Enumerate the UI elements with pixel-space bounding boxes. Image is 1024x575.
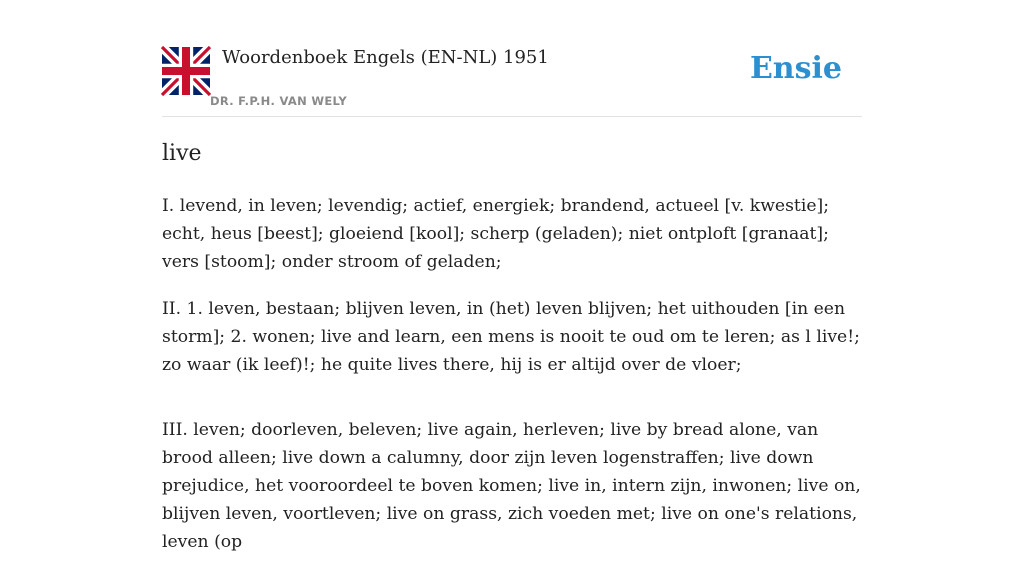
dictionary-title[interactable]: Woordenboek Engels (EN-NL) 1951 bbox=[222, 47, 549, 68]
brand-logo[interactable]: Ensie bbox=[749, 51, 842, 86]
page bbox=[162, 0, 862, 552]
definition-3: III. leven; doorleven, beleven; live again, herleven; live by bread alone, van brood alleen; live down a calumny, door zijn leven logenstraffen; live down prejudice, het vooroordeel te boven komen; live in, intern zijn, inwonen; live on, blijven leven, voortleven; live on grass, zich voeden met; live on one's relations, leven (op bbox=[162, 420, 861, 552]
dictionary-header bbox=[162, 0, 862, 117]
dictionary-author: DR. F.P.H. VAN WELY bbox=[210, 94, 347, 108]
entry-headword: live bbox=[162, 141, 202, 166]
definition-2: II. 1. leven, bestaan; blijven leven, in (het) leven blijven; het uithouden [in een storm]; 2. wonen; live and learn, een mens is nooit te oud om te leren; as l live!; zo waar (ik leef)!; he quite lives there, hij is er altijd over de vloer; bbox=[162, 299, 860, 375]
definition-1: I. levend, in leven; levendig; actief, energiek; brandend, actueel [v. kwestie]; echt, heus [beest]; gloeiend [kool]; scherp (geladen); niet ontploft [granaat]; vers [stoom]; onder stroom of geladen; bbox=[162, 196, 829, 272]
entry-definitions bbox=[162, 192, 862, 575]
uk-flag-icon bbox=[162, 47, 210, 95]
